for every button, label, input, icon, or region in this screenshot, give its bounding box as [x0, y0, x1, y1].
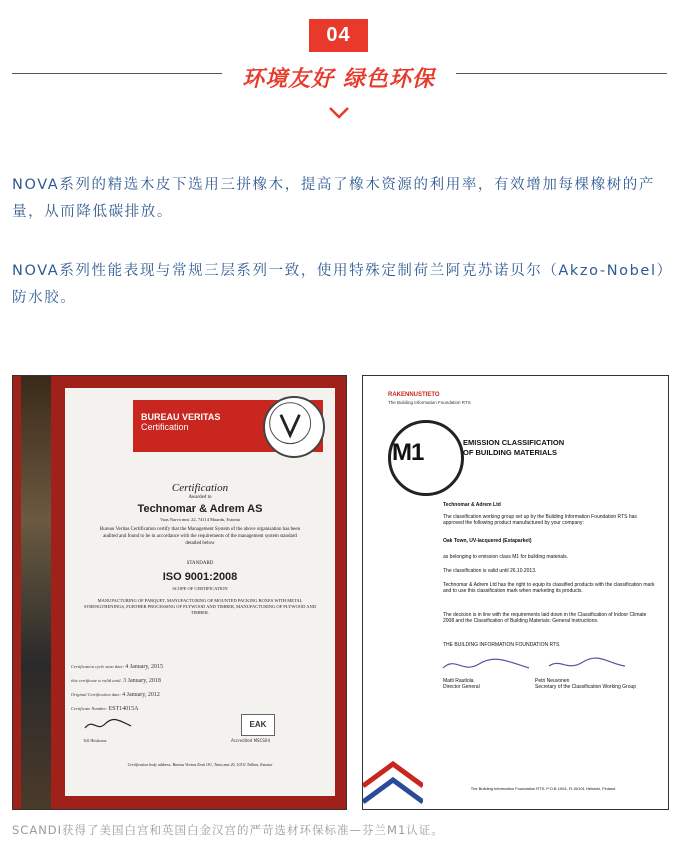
paragraph-performance: NOVA系列性能表现与常规三层系列一致，使用特殊定制荷兰阿克苏诺贝尔（Akzo-Nobel）防水胶。: [12, 263, 666, 306]
m1-mark: M1: [392, 439, 424, 466]
cert-awarded: Awarded to: [188, 495, 212, 500]
m1-emission-certificate: [362, 375, 669, 810]
cert-statement: Bureau Veritas Certification certify that the Management System of the above organisation has been audited and found to be in accordance with the requirements of the management system standard detailed below: [99, 527, 301, 546]
cert-dates: Certification cycle start date: 4 January, 2015 this certificate is valid until: 3 January, 2018 Original Certification date: 4 January, 2012 Certificate Number: EST14015A: [71, 664, 164, 712]
rts-subtitle: The Building Information Foundation RTS: [388, 400, 471, 405]
corner-house-icon: [363, 756, 423, 809]
accreditation-logo-icon: EAK: [241, 714, 275, 736]
m1-intro: The classification working group set up by the Building Information Foundation RTS has approved the following product manufactured by your company:: [443, 514, 637, 526]
signer-1: Matti Rautiola Director General: [443, 678, 480, 690]
signatures-icon: [439, 654, 629, 676]
divider-right: [456, 73, 667, 74]
cert-signer: Toll Hiiukoma: [83, 738, 107, 743]
section-heading: 环境友好 绿色环保: [242, 67, 435, 92]
paragraph-veneer: NOVA系列的精选木皮下选用三拼橡木，提高了橡木资源的利用率，有效增加每棵橡树的产量，从而降低碳排放。: [12, 177, 656, 220]
rts-logo: RAKENNUSTIETO: [388, 392, 440, 398]
chevron-down-icon: [328, 106, 350, 120]
cert-standard-label: STANDARD: [186, 561, 214, 566]
cert-company: Technomar & Adrem AS: [137, 503, 263, 515]
cert-footer: Certification body address: Bureau Veritas Eesti OU, Tartu mnt 20, 10111 Tallinn, Estonia: [127, 762, 273, 767]
cert-address: Vaas Narva mnt. 22, 74114 Maardu, Estonia: [160, 517, 240, 522]
m1-company: Technomar & Adrem Ltd: [443, 502, 501, 508]
m1-foundation: THE BUILDING INFORMATION FOUNDATION RTS: [443, 642, 560, 648]
cert-scope: MANUFACTURING OF PARQUET, MANUFACTURING OF MOUNTED PACKING BOXES WITH METAL STRENGTHENINGS, FURTHER PROCESSING OF PLYWOOD AND TIMBER, MANUFACTURING OF PLYWOOD AND TIMBER.: [84, 598, 316, 615]
cert-accredited: Accredited MSCS04: [231, 738, 270, 743]
cert-scope-label: SCOPE OF CERTIFICATION: [172, 586, 228, 591]
m1-rights: Technomar & Adrem Ltd has the right to equip its classified products with the classification mark and to use this classification mark when marketing its products.: [443, 582, 655, 594]
divider-left: [12, 73, 222, 74]
signature-icon: [83, 716, 133, 734]
bureau-veritas-seal-icon: [263, 396, 325, 458]
cert-standard: ISO 9001:2008: [162, 571, 238, 583]
bureau-veritas-logo-text: BUREAU VERITAS Certification: [141, 412, 221, 432]
section-number-badge: 04: [309, 19, 368, 52]
m1-belongs: as belonging to emission class M1 for building materials.: [443, 554, 569, 560]
bureau-veritas-certificate: [12, 375, 347, 810]
m1-valid: The classification is valid until 26.10.2013.: [443, 568, 537, 574]
signer-2: Petri Neuvonen Secretary of the Classification Working Group: [535, 678, 637, 690]
m1-footer: The Building Information Foundation RTS, P.O.B 1004, FI-00101 Helsinki, Finland: [470, 786, 616, 791]
image-caption: SCANDI获得了美国白宫和英国白金汉宫的严苛选材环保标准—芬兰M1认证。: [12, 823, 444, 837]
m1-product: Oak Town, UV-lacquered (Estaparket): [443, 538, 532, 544]
classification-title: EMISSION CLASSIFICATION OF BUILDING MATERIALS: [463, 438, 565, 457]
cert-title: Certification: [171, 482, 229, 494]
m1-decision: The decision is in line with the requirements laid down in the Classification of Indoor Climate 2008 and the Classification of Building Materials: General Instructions.: [443, 612, 647, 624]
